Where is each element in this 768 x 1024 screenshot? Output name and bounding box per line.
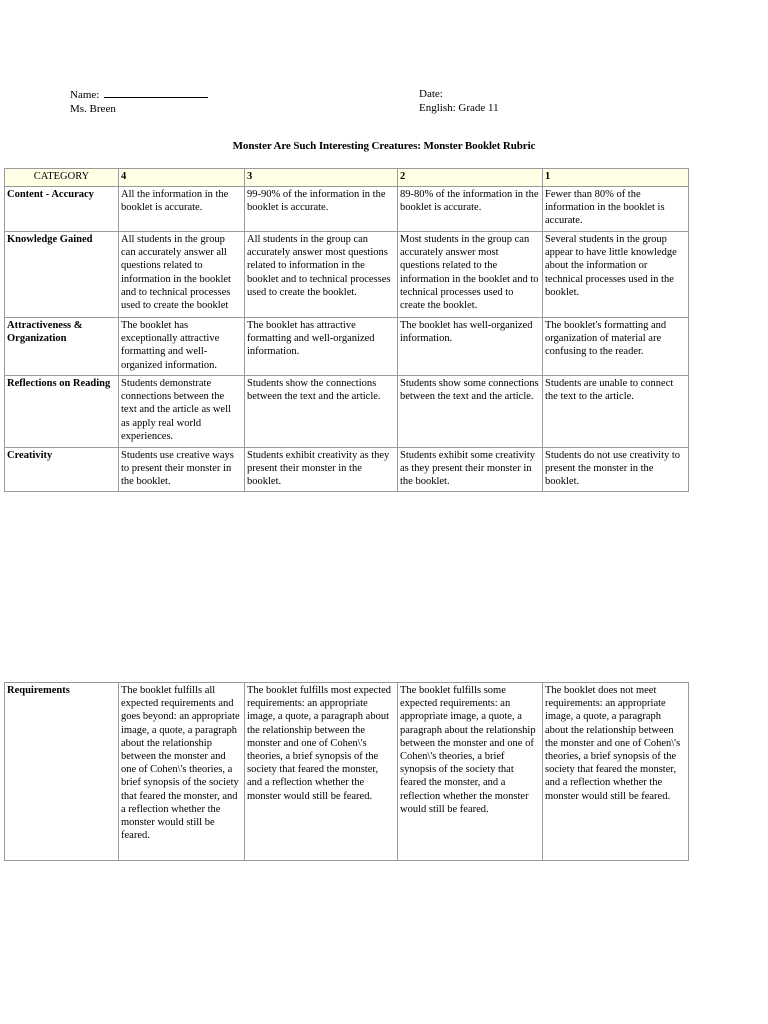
- table-row: [5, 448, 689, 492]
- class-info: [419, 87, 499, 115]
- rubric-table: [4, 168, 689, 492]
- level-1-header: 1: [543, 169, 689, 187]
- rubric-cell: The booklet does not meet requirements: an appropriate image, a quote, a paragraph about the relationship between the monster and one of Cohen\'s theories, a brief synopsis of the society that feared the monster, and a reflection whether the monster would still be feared.: [543, 683, 689, 861]
- rubric-cell: Students show some connections between the text and the article.: [398, 376, 543, 448]
- table-row: [5, 318, 689, 376]
- date-label: Date:: [419, 88, 443, 100]
- level-2-header: 2: [398, 169, 543, 187]
- name-label: Name:: [70, 89, 100, 101]
- rubric-cell: All students in the group can accurately answer all questions related to information in the booklet and to technical processes used to create the booklet: [119, 232, 245, 318]
- row-category: Knowledge Gained: [5, 232, 119, 318]
- rubric-cell: 89-80% of the information in the booklet is accurate.: [398, 187, 543, 232]
- level-3-header: 3: [245, 169, 398, 187]
- page-title: Monster Are Such Interesting Creatures: Monster Booklet Rubric: [232, 140, 536, 152]
- table-row: [5, 232, 689, 318]
- rubric-cell: Students exhibit creativity as they present their monster in the booklet.: [245, 448, 398, 492]
- rubric-cell: All the information in the booklet is accurate.: [119, 187, 245, 232]
- table-row: [5, 683, 689, 861]
- rubric-cell: All students in the group can accurately answer most questions related to information in the booklet and to technical processes used to create the booklet.: [245, 232, 398, 318]
- rubric-cell: The booklet fulfills most expected requirements: an appropriate image, a quote, a paragraph about the relationship between the monster and one of Cohen\'s theories, a brief synopsis of the society that feared the monster, and a reflection whether the monster would still be feared.: [245, 683, 398, 861]
- rubric-cell: Students exhibit some creativity as they present their monster in the booklet.: [398, 448, 543, 492]
- table-row: [5, 376, 689, 448]
- rubric-cell: The booklet has attractive formatting and well-organized information.: [245, 318, 398, 376]
- row-category: Requirements: [5, 683, 119, 861]
- row-category: Creativity: [5, 448, 119, 492]
- rubric-cell: Students use creative ways to present their monster in the booklet.: [119, 448, 245, 492]
- rubric-cell: 99-90% of the information in the booklet is accurate.: [245, 187, 398, 232]
- table-row: [5, 187, 689, 232]
- rubric-cell: Students do not use creativity to present the monster in the booklet.: [543, 448, 689, 492]
- rubric-cell: The booklet's formatting and organization of material are confusing to the reader.: [543, 318, 689, 376]
- rubric-cell: The booklet fulfills some expected requirements: an appropriate image, a quote, a paragraph about the relationship between the monster and one of Cohen\'s theories, a brief synopsis of the society that feared the monster, and a reflection whether the monster would still be feared.: [398, 683, 543, 861]
- rubric-header-row: [5, 169, 689, 187]
- teacher-name: Ms. Breen: [70, 103, 116, 115]
- requirements-table: [4, 682, 689, 861]
- rubric-cell: Students show the connections between the text and the article.: [245, 376, 398, 448]
- row-category: Content - Accuracy: [5, 187, 119, 232]
- rubric-cell: Several students in the group appear to have little knowledge about the information or technical processes used in the booklet.: [543, 232, 689, 318]
- name-line-row: [70, 87, 208, 102]
- rubric-cell: Fewer than 80% of the information in the booklet is accurate.: [543, 187, 689, 232]
- rubric-cell: The booklet has exceptionally attractive formatting and well-organized information.: [119, 318, 245, 376]
- course-label: English: Grade 11: [419, 102, 499, 114]
- row-category: Reflections on Reading: [5, 376, 119, 448]
- category-header: CATEGORY: [5, 169, 119, 187]
- student-info: [70, 87, 208, 116]
- name-blank: [104, 87, 208, 98]
- row-category: Attractiveness & Organization: [5, 318, 119, 376]
- rubric-cell: The booklet has well-organized information.: [398, 318, 543, 376]
- rubric-cell: Students are unable to connect the text to the article.: [543, 376, 689, 448]
- level-4-header: 4: [119, 169, 245, 187]
- rubric-cell: Students demonstrate connections between the text and the article as well as apply real world experiences.: [119, 376, 245, 448]
- rubric-cell: The booklet fulfills all expected requirements and goes beyond: an appropriate image, a quote, a paragraph about the relationship between the monster and one of Cohen\'s theories, a brief synopsis of the society that feared the monster, and a reflection whether the monster would still be feared.: [119, 683, 245, 861]
- rubric-cell: Most students in the group can accurately answer most questions related to the information in the booklet and to technical processes used to create the booklet.: [398, 232, 543, 318]
